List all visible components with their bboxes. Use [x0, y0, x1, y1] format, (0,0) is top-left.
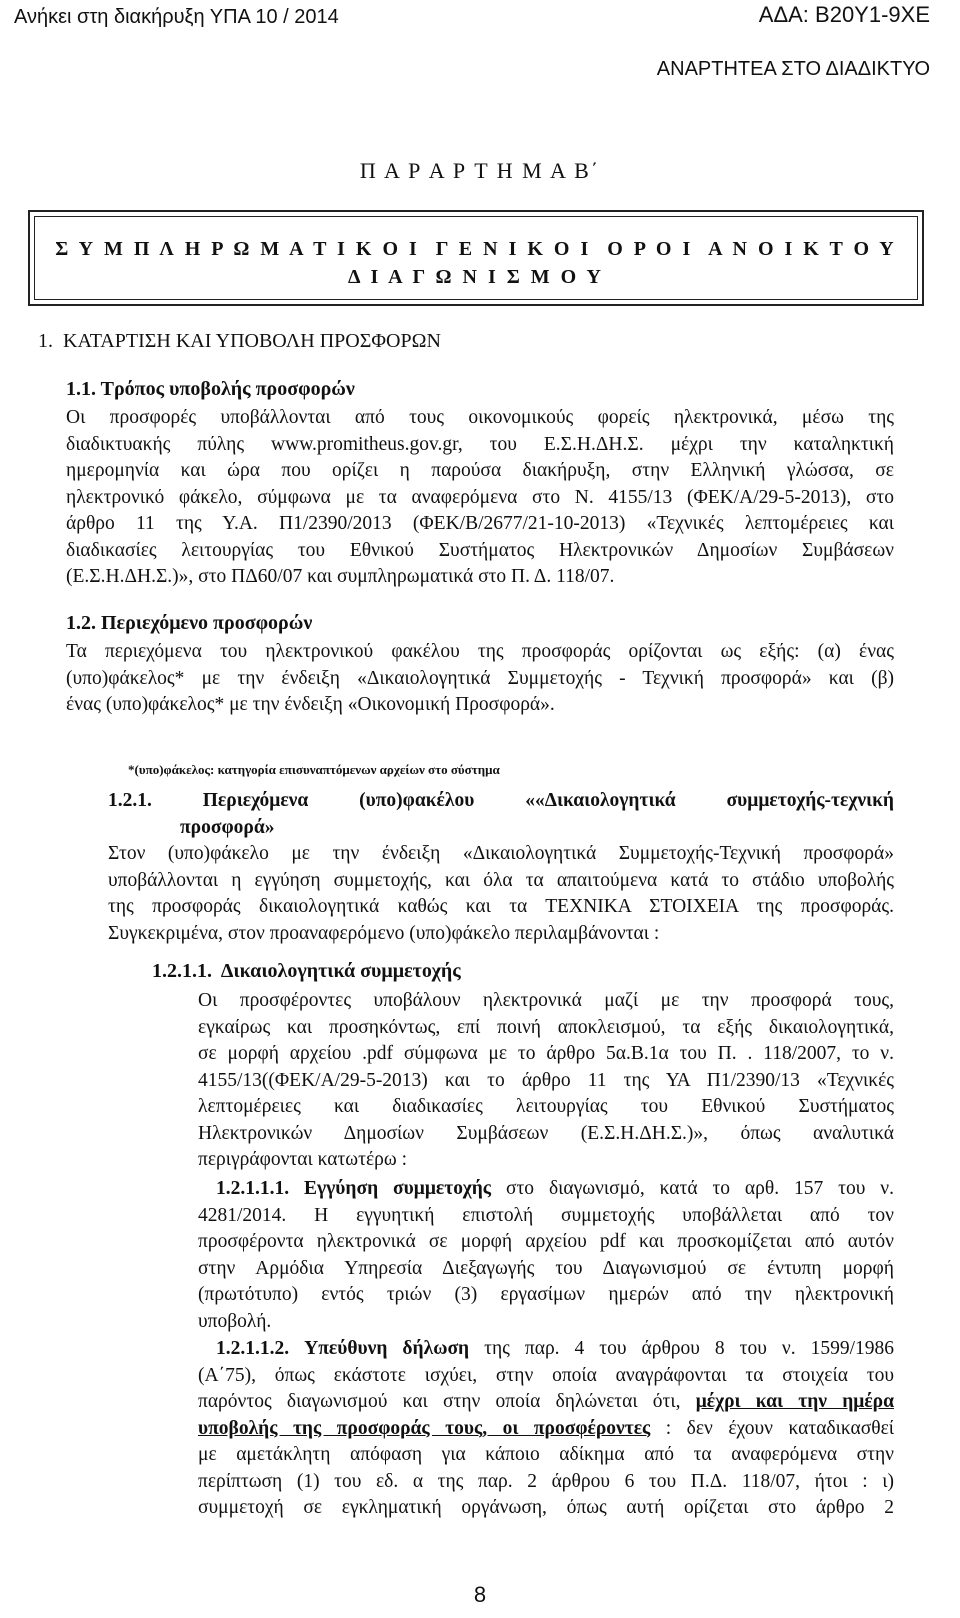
item-title: Υπεύθυνη δήλωση: [304, 1338, 470, 1359]
text-line: 4155/13((ΦΕΚ/Α/29-5-2013) και το άρθρο 11 της ΥΑ Π1/2390/13 «Τεχνικές: [198, 1069, 894, 1091]
text-line: (Ε.Σ.Η.ΔΗ.Σ.)», στο ΠΔ60/07 και συμπληρωματικά στο Π. Δ. 118/07.: [66, 566, 615, 587]
text-line: [198, 1336, 894, 1363]
title-box-inner: [34, 216, 918, 300]
text-line: Ηλεκτρονικών Δημοσίων Συμβάσεων (Ε.Σ.Η.ΔΗ.Σ.)», όπως αναλυτικά: [198, 1122, 894, 1144]
section-1-2-1-heading-cont: προσφορά»: [180, 816, 275, 838]
text-line: της προσφοράς δικαιολογητικά καθώς και τα ΤΕΧΝΙΚΑ ΣΤΟΙΧΕΙΑ της προσφοράς.: [108, 896, 894, 917]
item-number: 1.2.1.1.1.: [216, 1178, 290, 1199]
section-1-2-1: [108, 788, 894, 947]
text-line: ηλεκτρονικό φάκελο, σύμφωνα με τα αναφερόμενα στο Ν. 4155/13 (ΦΕΚ/Α/29-5-2013), στο: [66, 486, 894, 508]
underlined-emphasis: υποβολής της προσφοράς τους, οι προσφέροντες: [198, 1417, 651, 1439]
text-line: υποβολή.: [198, 1310, 272, 1332]
text-line: υποβάλλονται η εγγύηση συμμετοχής, και όλα τα απαιτούμενα κατά το στάδιο υποβολής: [108, 869, 894, 891]
page-number: 8: [473, 1582, 487, 1607]
posting-note: ΑΝΑΡΤΗΤΕΑ ΣΤΟ ΔΙΑΔΙΚΤΥΟ: [656, 58, 930, 80]
text-line: Τα περιεχόμενα του ηλεκτρονικού φακέλου της προσφοράς ορίζονται ως εξής: (α) ένας: [66, 641, 894, 662]
header-left-text: Ανήκει στη διακήρυξη ΥΠΑ 10 / 2014: [14, 6, 339, 28]
text-line: συμμετοχή σε εγκληματική οργάνωση, όπως αυτή ορίζεται στο άρθρο 2: [198, 1497, 894, 1518]
text-fragment: : δεν έχουν καταδικασθεί: [650, 1417, 894, 1439]
text-line: 4281/2014. Η εγγυητική επιστολή συμμετοχής υποβάλλεται από τον: [198, 1204, 894, 1226]
text-line: Στον (υπο)φάκελο με την ένδειξη «Δικαιολογητικά Συμμετοχής-Τεχνική προσφορά»: [108, 843, 894, 864]
text-line: στην Αρμόδια Υπηρεσία Διεξαγωγής του Διαγωνισμού σε έντυπη μορφή: [198, 1257, 894, 1279]
item-title: Εγγύηση συμμετοχής: [304, 1178, 492, 1199]
text-line: Συγκεκριμένα, στον προαναφερόμενο (υπο)φάκελο περιλαμβάνονται :: [108, 922, 660, 944]
text-line: [198, 1389, 894, 1416]
text-line: περίπτωση (1) του εδ. α της παρ. 2 άρθρου 6 του Π.Δ. 118/07, ήτοι : ι): [198, 1470, 894, 1492]
box-title-line1: Σ Υ Μ Π Λ Η Ρ Ω Μ Α Τ Ι Κ Ο Ι Γ Ε Ν Ι Κ Ο Ι Ο Ρ Ο Ι Α Ν Ο Ι Κ Τ Ο Υ: [55, 238, 897, 260]
text-line: (υπο)φάκελος* με την ένδειξη «Δικαιολογητικά Συμμετοχής - Τεχνική προσφορά» και (β): [66, 667, 894, 689]
section-1-1-body: [66, 405, 894, 591]
section-1-2-1-1-heading: 1.2.1.1. Δικαιολογητικά συμμετοχής: [152, 960, 461, 982]
text-line: ημερομηνία και ώρα που ορίζει η παρούσα διακήρυξη, στην Ελληνική γλώσσα, σε: [66, 460, 894, 481]
section-1-2-1-1-2: [198, 1336, 894, 1522]
section-1-2-body: [66, 639, 894, 719]
section-1-2-1-heading: 1.2.1. Περιεχόμενα (υπο)φακέλου ««Δικαιολογητικά συμμετοχής-τεχνική: [108, 790, 894, 811]
section-1-1-heading: 1.1. Τρόπος υποβολής προσφορών: [66, 378, 355, 400]
text-line: Οι προσφορές υποβάλλονται από τους οικονομικούς φορείς ηλεκτρονικά, μέσω της: [66, 407, 894, 428]
text-fragment: παρόντος διαγωνισμού και στην οποία δηλώνεται ότι,: [198, 1391, 696, 1412]
text-line: [198, 1176, 894, 1203]
section-1-title: 1. ΚΑΤΑΡΤΙΣΗ ΚΑΙ ΥΠΟΒΟΛΗ ΠΡΟΣΦΟΡΩΝ: [38, 330, 441, 352]
section-1-2-1-1-body: [198, 988, 894, 1174]
text-line: (πρωτότυπο) εντός τριών (3) εργασίμων ημερών από την ηλεκτρονική: [198, 1284, 894, 1305]
text-line: εγκαίρως και προσηκόντως, επί ποινή αποκλεισμού, τα εξής δικαιολογητικά,: [198, 1016, 894, 1038]
footnote: *(υπο)φάκελος: κατηγορία επισυναπτόμενων αρχείων στο σύστημα: [128, 762, 500, 777]
title-box: [28, 210, 924, 306]
text-line: ένας (υπο)φάκελος* με την ένδειξη «Οικονομική Προσφορά».: [66, 694, 555, 715]
text-line: προσφέροντα ηλεκτρονικά σε μορφή αρχείου pdf και προσκομίζεται από αυτόν: [198, 1231, 894, 1252]
text-line: Οι προσφέροντες υποβάλουν ηλεκτρονικά μαζί με την προσφορά τους,: [198, 990, 894, 1011]
text-line: διαδικασίες λειτουργίας του Εθνικού Συστήματος Ηλεκτρονικών Δημοσίων Συμβάσεων: [66, 539, 894, 561]
text-line: περιγράφονται κατωτέρω :: [198, 1149, 407, 1170]
underlined-emphasis: μέχρι και την ημέρα: [695, 1391, 894, 1412]
ada-code: ΑΔΑ: Β20Υ1-9ΧΕ: [758, 2, 930, 27]
item-text: στο διαγωνισμό, κατά το αρθ. 157 του ν.: [491, 1178, 894, 1199]
item-text: της παρ. 4 του άρθρου 8 του ν. 1599/1986: [469, 1338, 895, 1359]
text-line: με αμετάκλητη απόφαση για κάποιο αδίκημα από τα αναφερόμενα στην: [198, 1444, 894, 1465]
text-line: (Α΄75), όπως εκάστοτε ισχύει, στην οποία αναγράφονται τα στοιχεία του: [198, 1364, 894, 1386]
text-line: διαδικτυακής πύλης www.promitheus.gov.gr, του Ε.Σ.Η.ΔΗ.Σ. μέχρι την καταληκτική: [66, 433, 894, 455]
text-line: [198, 1416, 894, 1443]
text-line: λεπτομέρειες και διαδικασίες λειτουργίας του Εθνικού Συστήματος: [198, 1096, 894, 1117]
section-1-2-1-1-1: [198, 1176, 894, 1335]
text-line: σε μορφή αρχείου .pdf σύμφωνα με το άρθρο 5α.Β.1α του Π. . 118/2007, το ν.: [198, 1043, 894, 1064]
annex-title: Π Α Ρ Α Ρ Τ Η Μ Α Β΄: [359, 158, 601, 183]
section-1-2-heading: 1.2. Περιεχόμενο προσφορών: [66, 612, 313, 634]
box-title-line2: Δ Ι Α Γ Ω Ν Ι Σ Μ Ο Υ: [348, 266, 604, 288]
text-line: άρθρο 11 της Υ.Α. Π1/2390/2013 (ΦΕΚ/Β/2677/21-10-2013) «Τεχνικές λεπτομέρειες και: [66, 513, 894, 534]
item-number: 1.2.1.1.2.: [216, 1338, 290, 1359]
